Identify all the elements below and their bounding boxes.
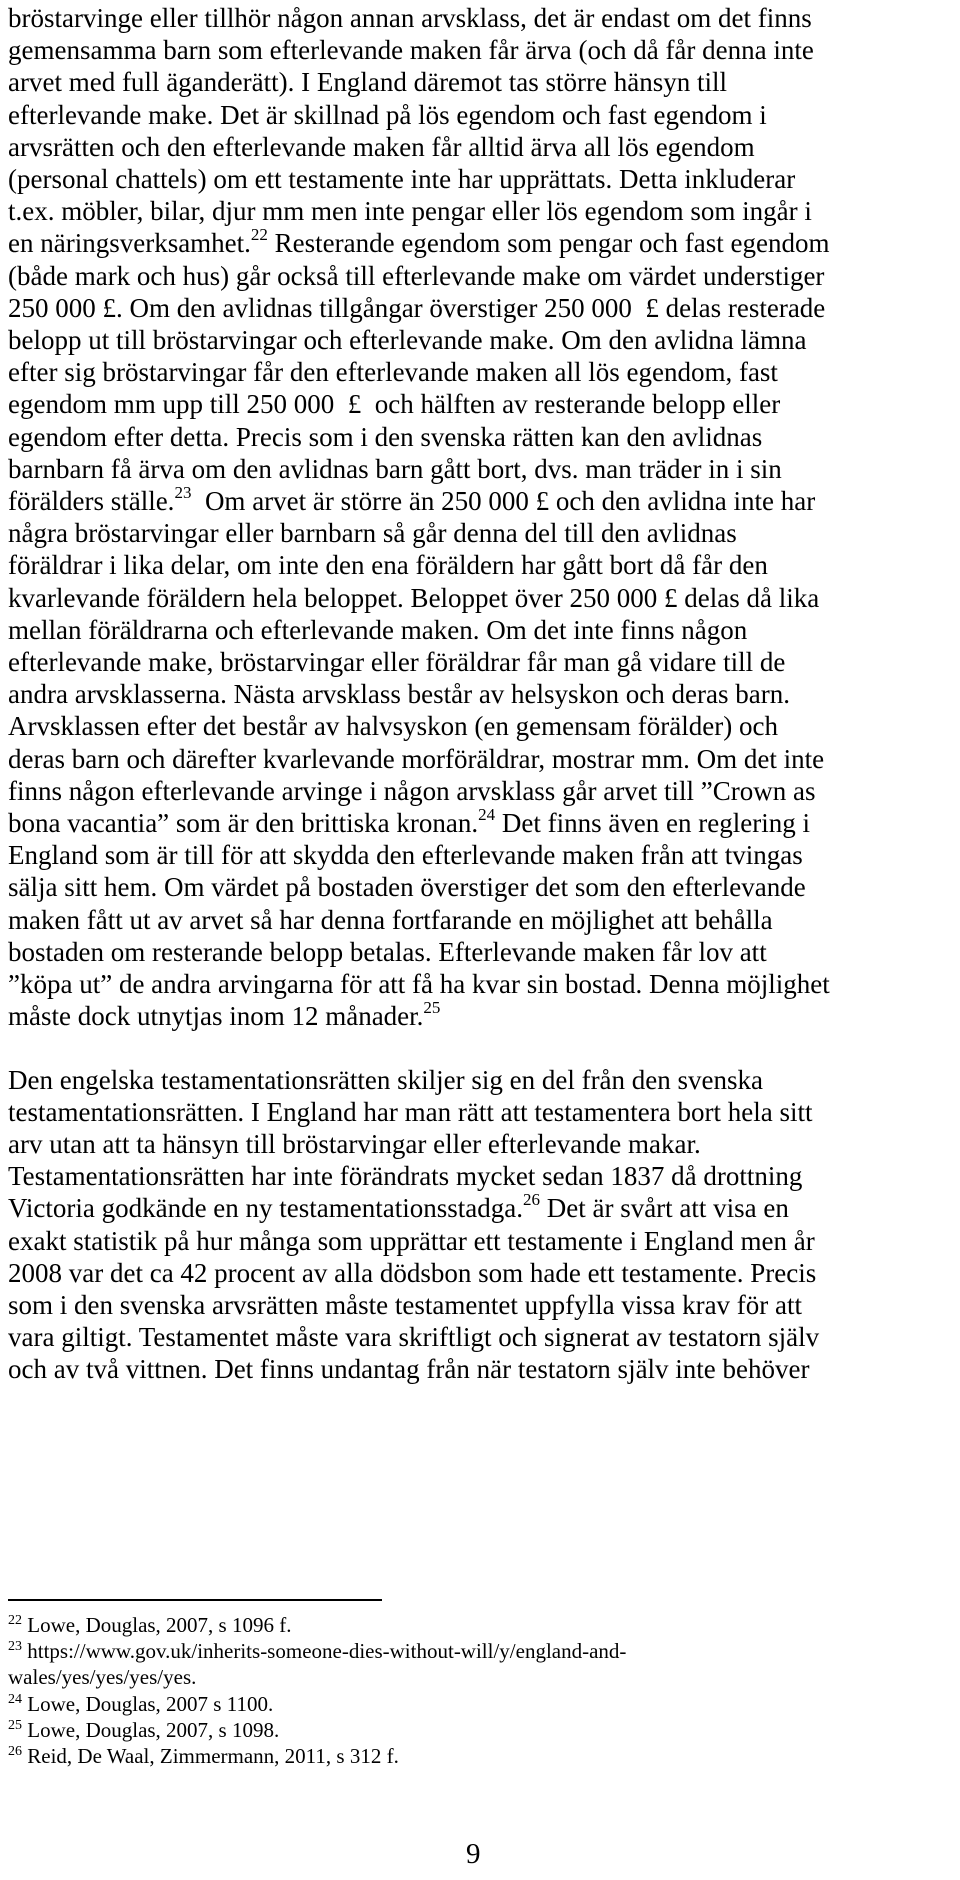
text-run: barnbarn få ärva om den avlidnas barn gått bort, dvs. man träder in i sin: [8, 453, 782, 484]
text-line: [8, 421, 960, 453]
text-line: [8, 1160, 960, 1192]
text-line: [8, 678, 960, 710]
text-run: Den engelska testamentationsrätten skiljer sig en del från den svenska: [8, 1064, 764, 1095]
footnote-line: [8, 1664, 960, 1690]
text-run: Testamentationsrätten har inte förändrats mycket sedan 1837 då drottning: [8, 1161, 803, 1192]
text-run: arvet med full äganderätt). I England däremot tas större hänsyn till: [8, 67, 728, 98]
text-run: testamentationsrätten. I England har man rätt att testamentera bort hela sitt: [8, 1096, 813, 1127]
text-line: [8, 388, 960, 420]
footnote-text: Reid, De Waal, Zimmermann, 2011, s 312 f.: [27, 1744, 399, 1769]
text-line: [8, 99, 960, 131]
text-run: Arvsklassen efter det består av halvsyskon (en gemensam förälder) och: [8, 711, 778, 742]
text-line: [8, 582, 960, 614]
footnote-text: Lowe, Douglas, 2007, s 1098.: [27, 1717, 280, 1742]
text-line: [8, 1289, 960, 1321]
text-run: mellan föräldrarna och efterlevande maken. Om det inte finns någon: [8, 614, 748, 645]
footnote-reference[interactable]: 26: [522, 1190, 540, 1210]
footnote-reference[interactable]: 25: [423, 998, 441, 1018]
text-line: [8, 2, 960, 34]
text-run: (både mark och hus) går också till efterlevande make om värdet understiger: [8, 260, 825, 291]
text-run: belopp ut till bröstarvingar och efterlevande make. Om den avlidna lämna: [8, 325, 807, 356]
footnote-line: [8, 1743, 960, 1769]
text-run: arv utan att ta hänsyn till bröstarvingar eller efterlevande makar.: [8, 1128, 701, 1159]
footnote-separator: [8, 1599, 382, 1601]
text-run: arvsrätten och den efterlevande maken får alltid ärva all lös egendom: [8, 131, 755, 162]
text-run: England som är till för att skydda den efterlevande maken från att tvingas: [8, 840, 803, 871]
text-run: andra arvsklasserna. Nästa arvsklass består av helsyskon och deras barn.: [8, 679, 790, 710]
text-line: [8, 1353, 960, 1385]
text-run: efter sig bröstarvingar får den efterlevande maken all lös egendom, fast: [8, 357, 778, 388]
text-line: [8, 871, 960, 903]
footnote: [8, 1691, 960, 1717]
text-line: [8, 356, 960, 388]
text-line: [8, 1321, 960, 1353]
paragraph: [8, 1064, 960, 1386]
text-line: [8, 1000, 960, 1032]
footnote-text: wales/yes/yes/yes/yes.: [8, 1665, 197, 1690]
text-run: 250 000 £. Om den avlidnas tillgångar överstiger 250 000 £ delas resterade: [8, 292, 826, 323]
text-line: [8, 1128, 960, 1160]
text-run: bröstarvinge eller tillhör någon annan arvsklass, det är endast om det finns: [8, 3, 812, 33]
footnote-reference[interactable]: 24: [478, 805, 496, 825]
text-run: 2008 var det ca 42 procent av alla dödsbon som hade ett testamente. Precis: [8, 1257, 817, 1288]
text-line: [8, 163, 960, 195]
text-run: Det finns även en reglering i: [495, 808, 810, 839]
text-line: [8, 34, 960, 66]
text-run: egendom mm upp till 250 000 £ och hälften av resterande belopp eller: [8, 389, 781, 420]
footnote-line: [8, 1612, 960, 1638]
text-run: sälja sitt hem. Om värdet på bostaden överstiger det som den efterlevande: [8, 872, 806, 903]
text-line: [8, 904, 960, 936]
footnote: [8, 1638, 960, 1690]
text-run: föräldrar i lika delar, om inte den ena föräldern har gått bort då får den: [8, 550, 768, 581]
body-text: [8, 2, 960, 1386]
text-run: exakt statistik på hur många som upprättar ett testamente i England men år: [8, 1225, 815, 1256]
text-run: bona vacantia” som är den brittiska kronan.: [8, 808, 479, 839]
page-number: 9: [466, 1838, 481, 1870]
text-line: [8, 485, 960, 517]
footnote: [8, 1743, 960, 1769]
footnote-text: Lowe, Douglas, 2007 s 1100.: [27, 1691, 274, 1716]
text-run: vara giltigt. Testamentet måste vara skriftligt och signerat av testatorn själv: [8, 1322, 820, 1353]
footnote: [8, 1717, 960, 1743]
footnote-reference[interactable]: 22: [250, 225, 268, 245]
text-line: [8, 839, 960, 871]
footnote-reference[interactable]: 23: [174, 483, 192, 503]
text-line: [8, 260, 960, 292]
footnote-number: 23: [8, 1639, 22, 1655]
text-run: finns någon efterlevande arvinge i någon arvsklass går arvet till ”Crown as: [8, 775, 816, 806]
text-run: t.ex. möbler, bilar, djur mm men inte pengar eller lös egendom som ingår i: [8, 196, 812, 227]
text-line: [8, 775, 960, 807]
text-run: gemensamma barn som efterlevande maken får ärva (och då får denna inte: [8, 35, 814, 66]
text-run: deras barn och därefter kvarlevande morföräldrar, mostrar mm. Om det inte: [8, 743, 825, 774]
text-line: [8, 227, 960, 259]
text-line: [8, 614, 960, 646]
text-run: kvarlevande föräldern hela beloppet. Beloppet över 250 000 £ delas då lika: [8, 582, 820, 613]
text-run: måste dock utnytjas inom 12 månader.: [8, 1001, 424, 1032]
text-line: [8, 324, 960, 356]
text-run: bostaden om resterande belopp betalas. Efterlevande maken får lov att: [8, 936, 767, 967]
paragraph: [8, 2, 960, 1033]
footnote: [8, 1612, 960, 1638]
text-run: och av två vittnen. Det finns undantag från när testatorn själv inte behöver: [8, 1354, 810, 1385]
footnote-text: Lowe, Douglas, 2007, s 1096 f.: [27, 1613, 292, 1637]
footnotes: [8, 1612, 960, 1769]
text-line: [8, 195, 960, 227]
text-run: Resterande egendom som pengar och fast egendom: [267, 228, 830, 259]
footnote-line: [8, 1691, 960, 1717]
footnote-number: 24: [8, 1691, 22, 1707]
footnote-line: [8, 1638, 960, 1664]
text-run: ”köpa ut” de andra arvingarna för att få ha kvar sin bostad. Denna möjlighet: [8, 969, 830, 1000]
text-line: [8, 549, 960, 581]
text-line: [8, 1225, 960, 1257]
text-line: [8, 936, 960, 968]
text-line: [8, 1257, 960, 1289]
text-line: [8, 1064, 960, 1096]
text-line: [8, 743, 960, 775]
footnote-number: 26: [8, 1744, 22, 1760]
text-run: förälders ställe.: [8, 486, 175, 517]
text-line: [8, 453, 960, 485]
text-line: [8, 807, 960, 839]
text-line: [8, 968, 960, 1000]
text-line: [8, 1192, 960, 1224]
text-run: Om arvet är större än 250 000 £ och den avlidna inte har: [191, 486, 816, 517]
text-run: en näringsverksamhet.: [8, 228, 251, 259]
text-line: [8, 292, 960, 324]
text-run: efterlevande make, bröstarvingar eller föräldrar får man gå vidare till de: [8, 647, 786, 678]
text-run: egendom efter detta. Precis som i den svenska rätten kan den avlidnas: [8, 421, 763, 452]
text-line: [8, 66, 960, 98]
text-run: (personal chattels) om ett testamente inte har upprättats. Detta inkluderar: [8, 164, 796, 195]
text-run: maken fått ut av arvet så har denna fortfarande en möjlighet att behålla: [8, 904, 773, 935]
text-line: [8, 517, 960, 549]
text-run: som i den svenska arvsrätten måste testamentet uppfylla vissa krav för att: [8, 1289, 803, 1320]
footnote-number: 25: [8, 1717, 22, 1733]
text-line: [8, 710, 960, 742]
text-line: [8, 131, 960, 163]
text-run: några bröstarvingar eller barnbarn så går denna del till den avlidnas: [8, 518, 737, 549]
text-run: Victoria godkände en ny testamentationsstadga.: [8, 1193, 523, 1224]
text-line: [8, 1096, 960, 1128]
text-line: [8, 646, 960, 678]
footnote-text: https://www.gov.uk/inherits-someone-dies-without-will/y/england-and-: [27, 1639, 627, 1664]
text-run: efterlevande make. Det är skillnad på lös egendom och fast egendom i: [8, 99, 767, 130]
footnote-line: [8, 1717, 960, 1743]
text-run: Det är svårt att visa en: [539, 1193, 789, 1224]
footnote-number: 22: [8, 1613, 22, 1628]
